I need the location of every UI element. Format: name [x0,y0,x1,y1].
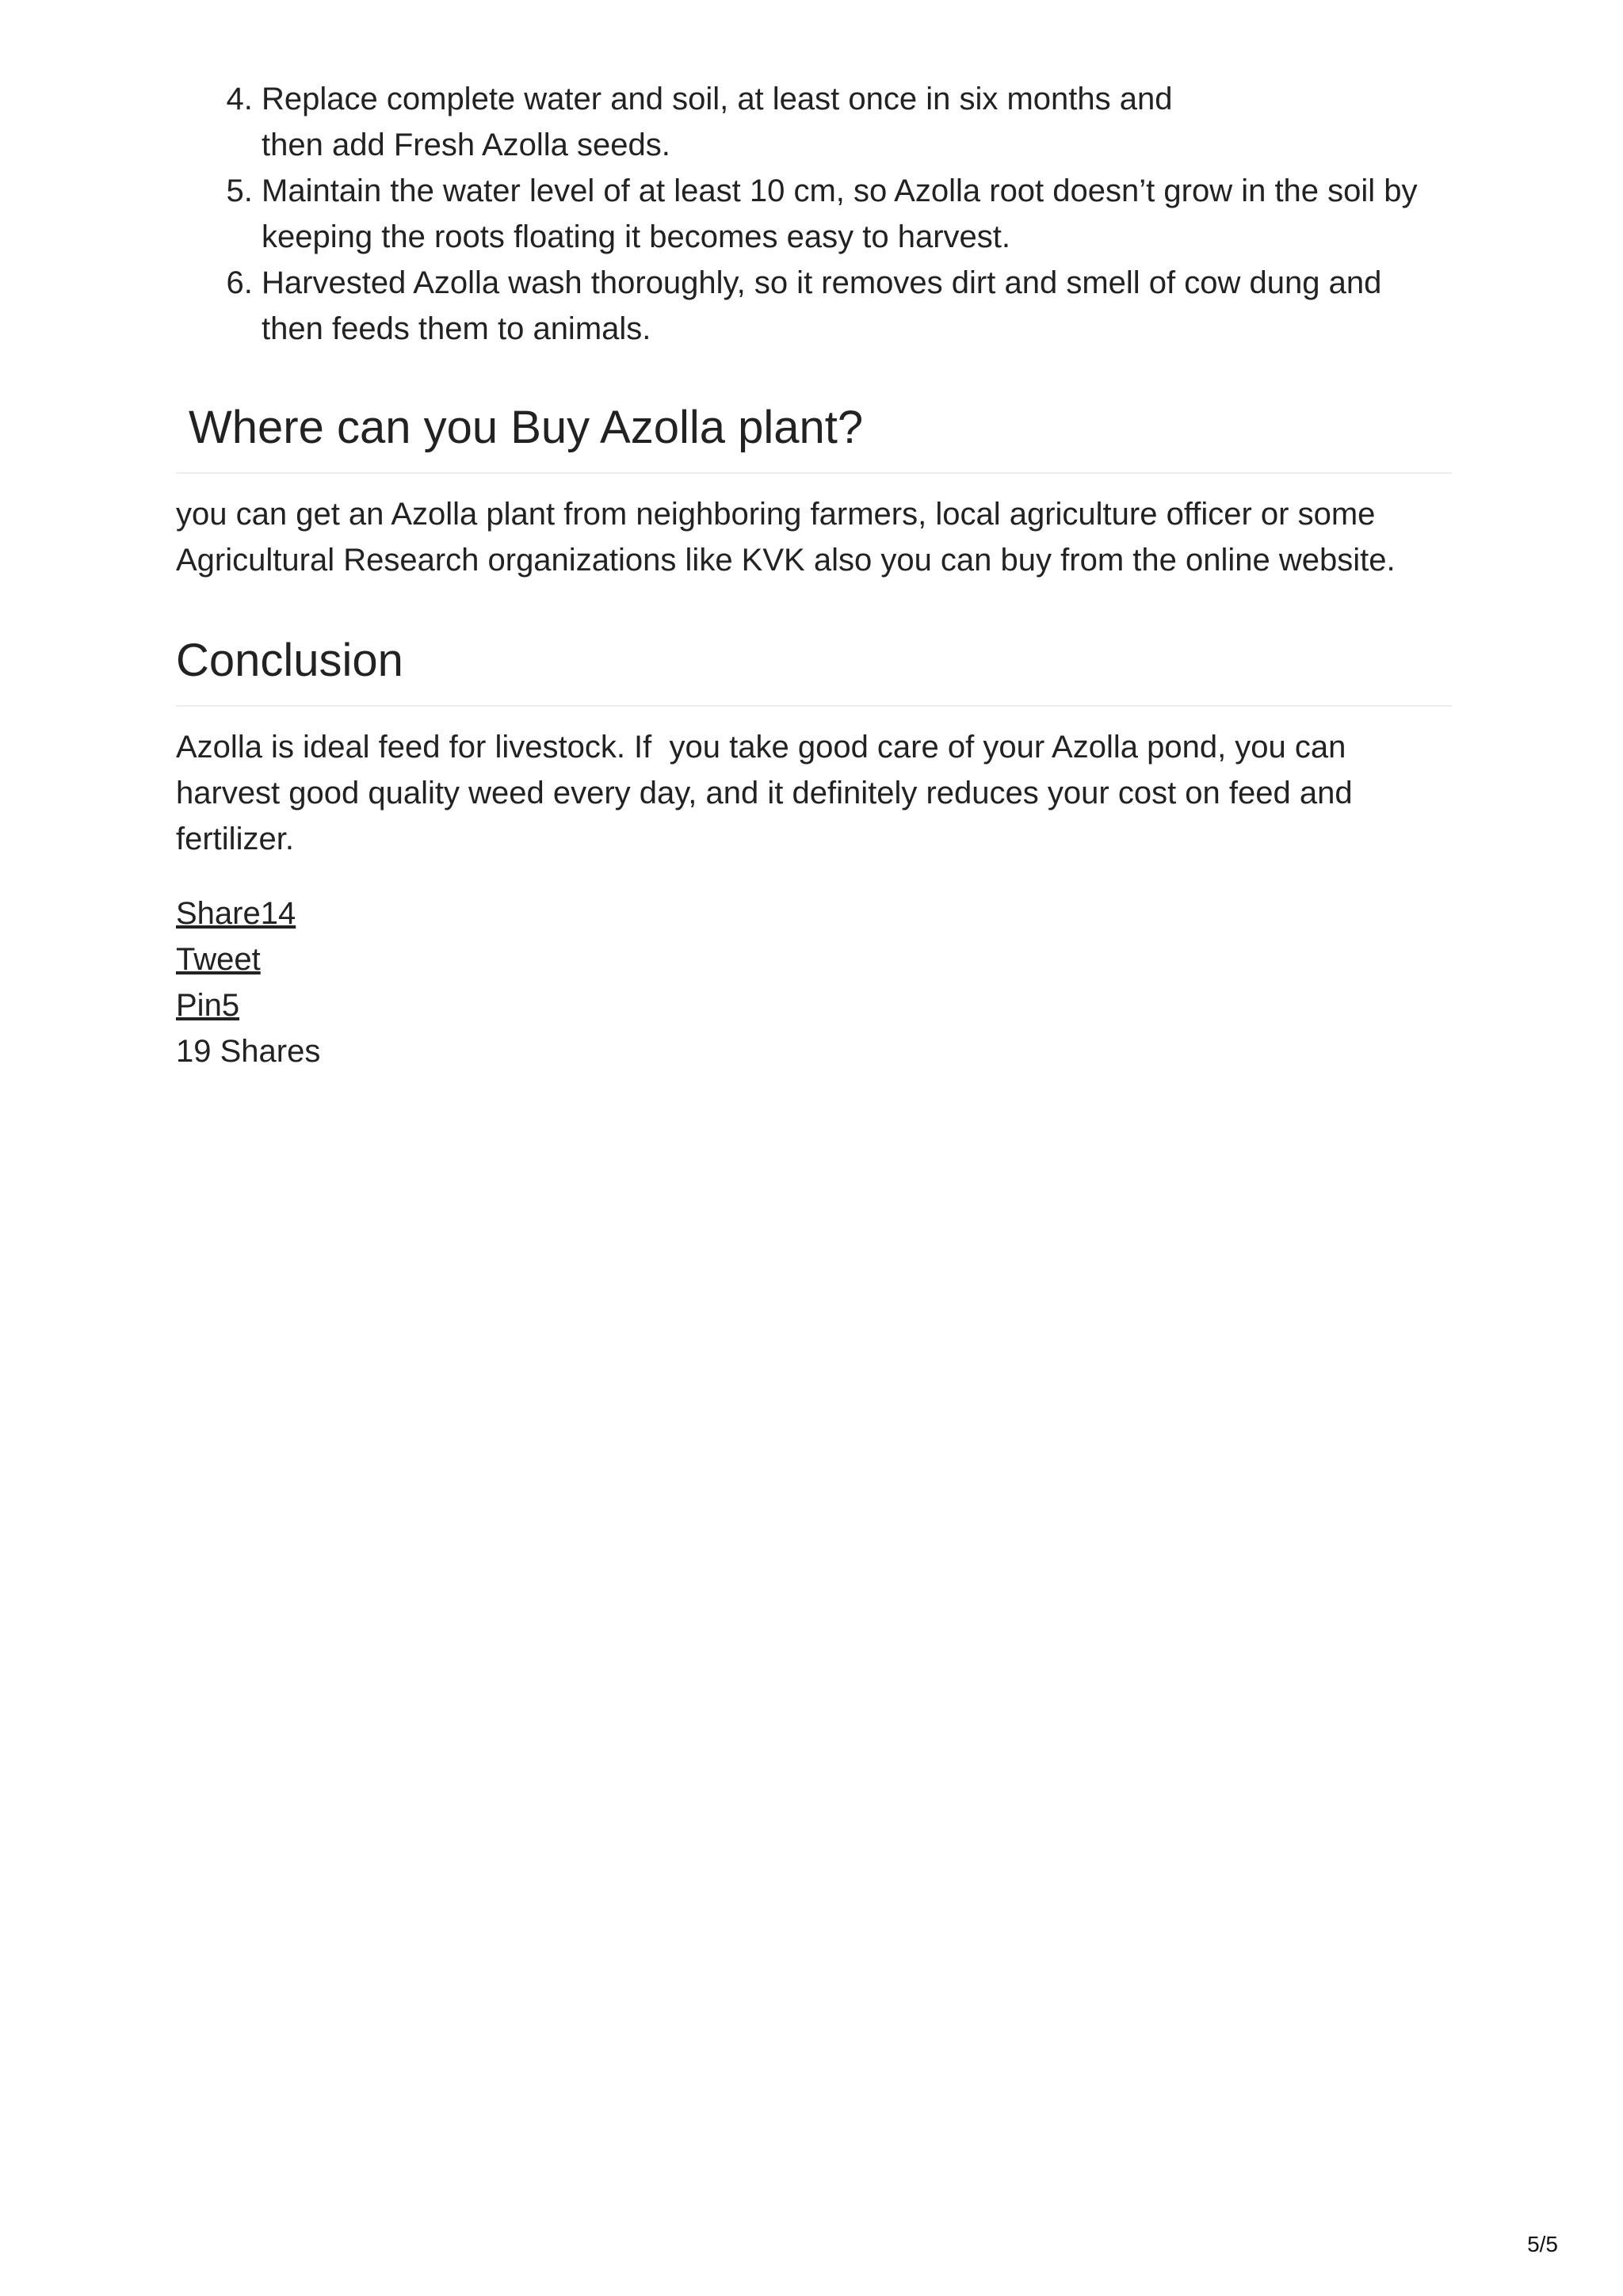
pin-link[interactable]: Pin5 [176,988,240,1023]
page-number: 5/5 [1527,2232,1558,2256]
conclusion-text: Azolla is ideal feed for livestock. If you take good care of your Azolla pond, you can harvest good quality weed every day, and it definitely reduces your cost on feed and fertilizer. [176,730,1361,856]
share-count: 19 Shares [176,1034,321,1069]
article-content [176,76,1452,1074]
buy-section-heading: Where can you Buy Azolla plant? [176,399,1452,474]
conclusion-heading: Conclusion [176,632,1452,707]
steps-list [176,76,1452,352]
step-item-6: 6. Harvested Azolla wash thoroughly, so it removes dirt and smell of cow dung and then feeds them to animals. [262,260,1452,352]
step-item-5: 5. Maintain the water level of at least 10 cm, so Azolla root doesn’t grow in the soil by keeping the roots floating it becomes easy to harvest. [262,168,1452,260]
buy-section-text: you can get an Azolla plant from neighboring farmers, local agriculture officer or some Agricultural Research organizations like KVK also you can buy from the online website. [176,497,1396,578]
tweet-link[interactable]: Tweet [176,942,261,977]
step-item-4: 4. Replace complete water and soil, at least once in six months and then add Fresh Azolla seeds. [262,76,1452,168]
share-link[interactable]: Share14 [176,896,296,931]
share-links [176,891,1452,1074]
